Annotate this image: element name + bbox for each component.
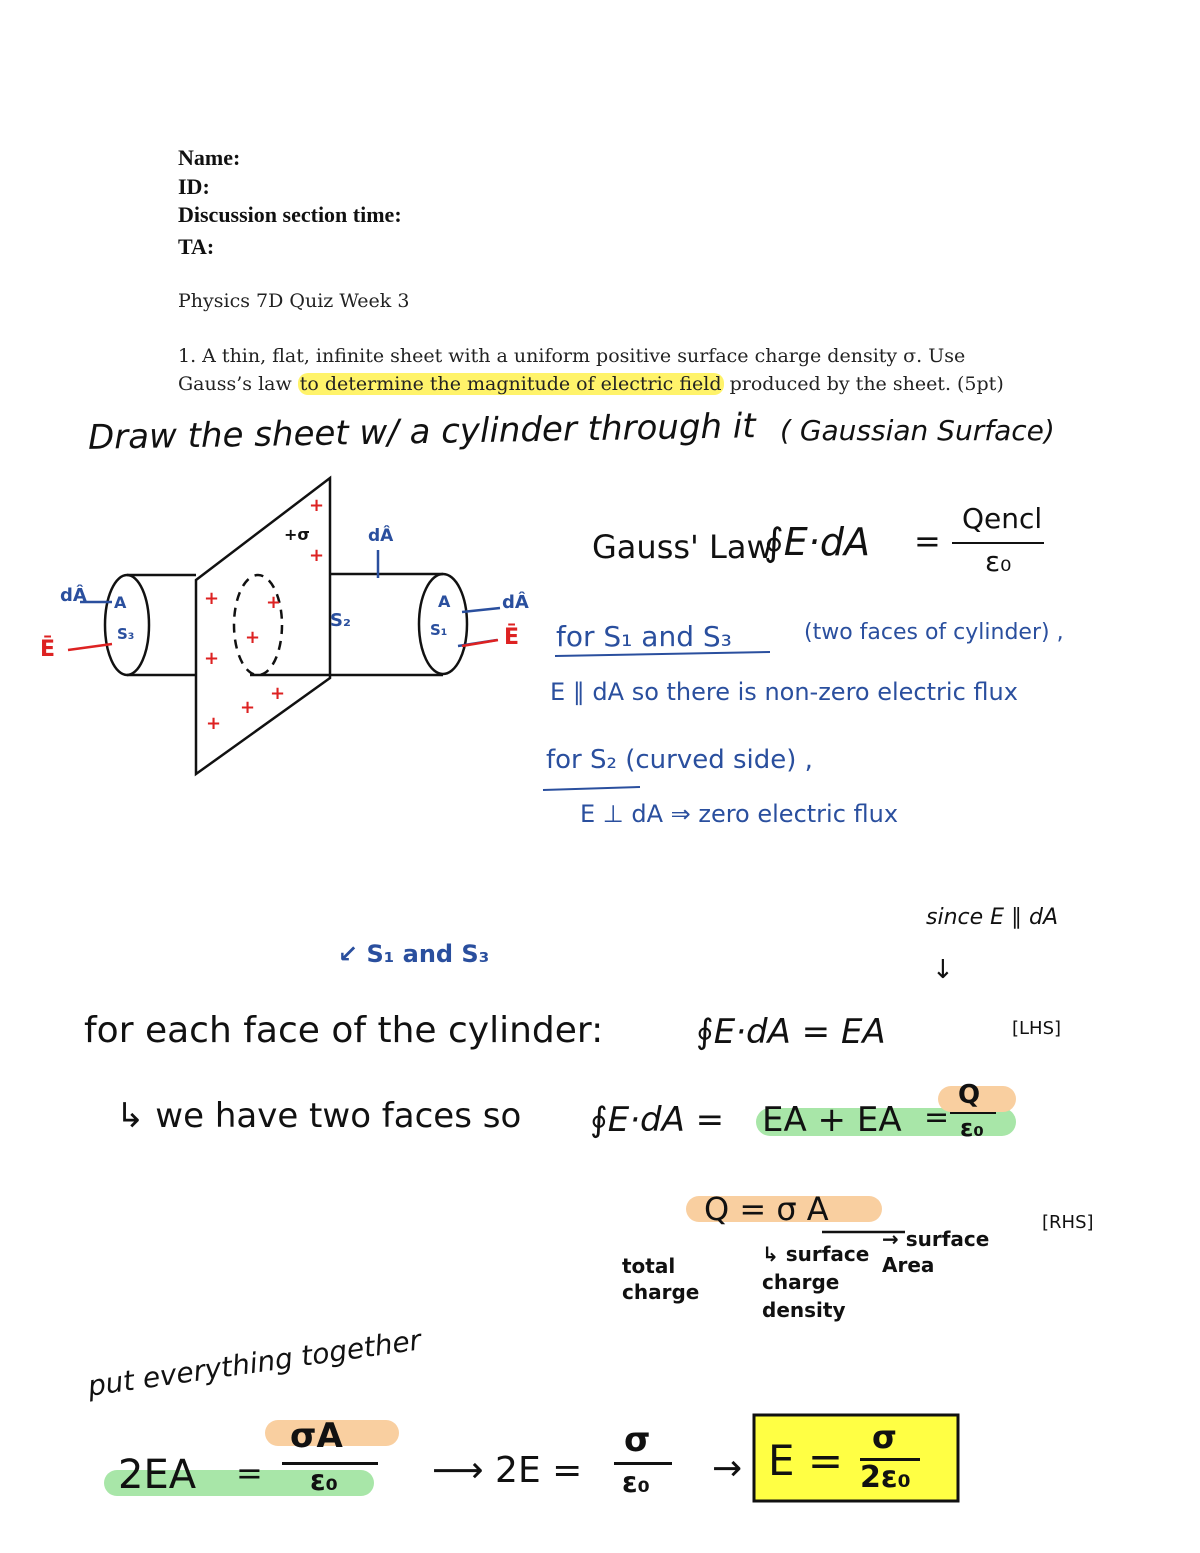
quiz-title: Physics 7D Quiz Week 3 [178, 290, 410, 312]
plus-sigma-label: +σ [284, 525, 310, 544]
gauss-law-denominator: ε₀ [985, 545, 1012, 578]
e-right-label: Ē [504, 625, 520, 650]
final-denominator-1: ε₀ [310, 1464, 338, 1497]
since-note: since E ∥ dA [926, 905, 1059, 930]
e-left-label: Ē [40, 637, 56, 662]
plus-charge-3: + [204, 588, 220, 609]
gauss-law-label: Gauss' Law [592, 528, 773, 566]
gauss-law-fraction-bar [952, 542, 1044, 544]
total-charge-note: total charge [622, 1254, 700, 1304]
final-2ea: 2EA [118, 1452, 197, 1498]
each-face-equation: ∮E·dA = EA [696, 1012, 886, 1052]
since-arrow: ↓ [932, 955, 954, 985]
two-faces-text: ↳ we have two faces so [116, 1096, 522, 1136]
plus-charge-9: + [206, 713, 222, 734]
q-sigma-a: Q = σ A [704, 1190, 829, 1228]
final-numerator-1: σA [290, 1416, 343, 1456]
s3-label: S₃ [117, 625, 135, 643]
plus-charge-6: + [204, 648, 220, 669]
a-right-label: A [438, 592, 451, 611]
s2-label: S₂ [330, 610, 351, 631]
q-numerator: Q [958, 1080, 981, 1110]
s1s3-line: for S₁ and S₃ [556, 620, 732, 653]
ta-label: TA: [178, 234, 215, 259]
da-right-label: dÂ [502, 592, 529, 613]
two-faces-equals: = [924, 1100, 950, 1135]
question-text-pre: Gauss’s law [178, 373, 298, 395]
plus-charge-4: + [266, 592, 282, 613]
final-arrow-1: ⟶ 2E = [432, 1450, 583, 1491]
s1s3-paren: (two faces of cylinder) , [804, 620, 1064, 645]
q-denominator: ε₀ [960, 1114, 984, 1142]
name-label: Name: [178, 145, 241, 170]
gauss-law-equals: = [914, 522, 941, 560]
s1s3-pointer: ↙ S₁ and S₃ [338, 940, 490, 968]
two-faces-equation: ∮E·dA = [590, 1100, 725, 1140]
plus-charge-5: + [245, 627, 261, 648]
discussion-label: Discussion section time: [178, 202, 402, 227]
final-numerator-3: σ [872, 1418, 897, 1456]
question-text-post: produced by the sheet. (5pt) [723, 373, 1004, 395]
final-e-label: E = [768, 1436, 844, 1485]
final-denominator-3: 2ε₀ [860, 1460, 911, 1495]
da-right-arrow [462, 608, 500, 612]
final-numerator-2: σ [624, 1420, 651, 1460]
da-left-label: dÂ [60, 585, 87, 606]
gaussian-surface-note: ( Gaussian Surface) [780, 414, 1055, 447]
sheet-intersection [234, 575, 282, 675]
plus-charge-7: + [270, 683, 286, 704]
s1s3-result: E ∥ dA so there is non-zero electric flux [550, 678, 1018, 706]
final-denominator-2: ε₀ [622, 1466, 650, 1499]
each-face-text: for each face of the cylinder: [84, 1010, 604, 1051]
put-together-note: put everything together [85, 1323, 424, 1403]
s2-result: E ⊥ dA ⇒ zero electric flux [580, 800, 899, 828]
e-right-arrow [462, 640, 498, 646]
da-top-label: dÂ [368, 526, 394, 546]
rhs-tag: [RHS] [1042, 1212, 1094, 1233]
question-line-1: 1. A thin, flat, infinite sheet with a uniform positive surface charge density σ. Use [178, 345, 966, 367]
draw-instruction: Draw the sheet w/ a cylinder through it [87, 406, 756, 458]
gauss-law-numerator: Qencl [962, 502, 1043, 535]
surface-charge-density-note: ↳ surface charge density [762, 1242, 870, 1322]
e-left-arrow [68, 644, 112, 650]
plus-charge-1: + [309, 495, 325, 516]
surface-area-note: → surface Area [882, 1227, 990, 1277]
id-label: ID: [178, 174, 210, 199]
gauss-law-lhs: ∮E·dA [764, 520, 871, 564]
question-highlight: to determine the magnitude of electric field [299, 373, 722, 395]
final-equals-1: = [236, 1454, 263, 1492]
lhs-tag: [LHS] [1012, 1018, 1062, 1039]
plus-charge-8: + [240, 697, 256, 718]
a-left-label: A [114, 593, 127, 612]
s2-line: for S₂ (curved side) , [546, 745, 813, 775]
plus-charge-2: + [309, 545, 325, 566]
final-arrow-2: → [712, 1448, 743, 1489]
two-faces-sum: EA + EA [762, 1100, 902, 1140]
final-fraction-bar-2 [614, 1462, 672, 1465]
s1-label: S₁ [430, 621, 448, 639]
